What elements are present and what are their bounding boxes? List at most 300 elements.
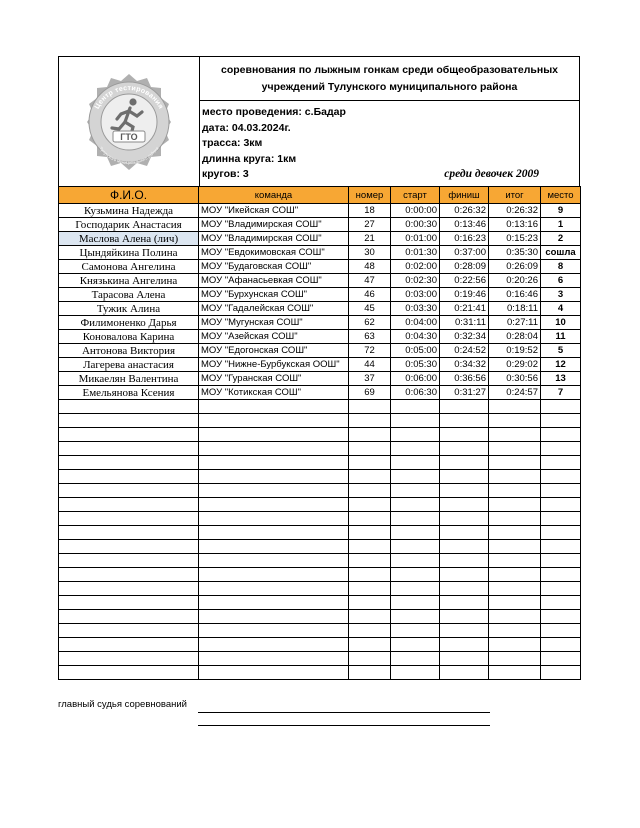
empty-cell [391,428,440,442]
empty-cell [440,540,489,554]
empty-cell [59,498,199,512]
empty-table-row [59,512,581,526]
table-row [59,288,581,302]
cell-finish: 0:34:32 [440,358,489,372]
empty-cell [59,470,199,484]
empty-cell [440,568,489,582]
empty-cell [391,568,440,582]
empty-cell [541,610,581,624]
column-header-start: старт [391,187,440,204]
empty-cell [199,610,349,624]
table-row [59,232,581,246]
cell-team: МОУ "Евдокимовская СОШ" [199,246,349,260]
empty-cell [59,554,199,568]
table-row [59,330,581,344]
table-row [59,372,581,386]
empty-cell [541,456,581,470]
cell-start: 0:02:00 [391,260,440,274]
cell-finish: 0:36:56 [440,372,489,386]
empty-cell [440,498,489,512]
empty-cell [59,540,199,554]
cell-place: 9 [541,204,581,218]
cell-result: 0:27:11 [489,316,541,330]
empty-cell [199,624,349,638]
cell-number: 63 [349,330,391,344]
empty-cell [349,624,391,638]
empty-cell [541,498,581,512]
cell-finish: 0:31:27 [440,386,489,400]
cell-finish: 0:37:00 [440,246,489,260]
empty-table-row [59,526,581,540]
empty-cell [349,414,391,428]
column-header-result: итог [489,187,541,204]
empty-cell [440,666,489,680]
empty-cell [440,554,489,568]
empty-cell [440,414,489,428]
empty-cell [59,610,199,624]
cell-finish: 0:22:56 [440,274,489,288]
empty-table-row [59,428,581,442]
cell-result: 0:15:23 [489,232,541,246]
cell-name: Антонова Виктория [59,344,199,358]
gto-logo [79,72,179,172]
cell-number: 18 [349,204,391,218]
lap-length-text: длинна круга: 1км [202,152,297,165]
table-row [59,218,581,232]
column-header-name: Ф.И.О. [59,187,199,204]
sheet-header [58,56,580,186]
cell-place: 11 [541,330,581,344]
logo-ring-bottom-text: Тулунского муниципального района [98,145,160,165]
cell-start: 0:06:30 [391,386,440,400]
cell-name: Филимоненко Дарья [59,316,199,330]
empty-table-row [59,470,581,484]
cell-finish: 0:26:32 [440,204,489,218]
cell-name: Господарик Анастасия [59,218,199,232]
cell-start: 0:00:30 [391,218,440,232]
empty-cell [440,526,489,540]
empty-cell [541,638,581,652]
empty-cell [489,512,541,526]
cell-team: МОУ "Будаговская СОШ" [199,260,349,274]
cell-name: Кузьмина Надежда [59,204,199,218]
empty-cell [391,400,440,414]
signature-line-2 [198,725,490,726]
cell-place: 10 [541,316,581,330]
empty-cell [349,456,391,470]
results-sheet [58,56,580,680]
empty-cell [489,638,541,652]
cell-number: 37 [349,372,391,386]
cell-place: сошла [541,246,581,260]
cell-result: 0:18:11 [489,302,541,316]
cell-result: 0:35:30 [489,246,541,260]
empty-cell [440,512,489,526]
cell-name: Цындяйкина Полина [59,246,199,260]
empty-cell [541,540,581,554]
cell-number: 30 [349,246,391,260]
empty-table-row [59,652,581,666]
cell-team: МОУ "Нижне-Бурбукская ООШ" [199,358,349,372]
empty-cell [391,512,440,526]
empty-cell [489,498,541,512]
empty-cell [349,498,391,512]
empty-cell [59,428,199,442]
empty-cell [541,526,581,540]
cell-number: 44 [349,358,391,372]
cell-name: Тарасова Алена [59,288,199,302]
table-row [59,386,581,400]
empty-cell [391,596,440,610]
empty-cell [199,666,349,680]
table-header-row [59,187,581,204]
empty-table-row [59,624,581,638]
cell-finish: 0:31:11 [440,316,489,330]
cell-place: 1 [541,218,581,232]
empty-cell [440,456,489,470]
cell-result: 0:30:56 [489,372,541,386]
empty-cell [489,526,541,540]
cell-number: 47 [349,274,391,288]
cell-start: 0:06:00 [391,372,440,386]
empty-cell [489,666,541,680]
cell-team: МОУ "Владимирская СОШ" [199,232,349,246]
cell-place: 6 [541,274,581,288]
empty-cell [59,596,199,610]
empty-cell [59,414,199,428]
empty-cell [489,652,541,666]
cell-place: 8 [541,260,581,274]
competition-info [200,57,579,186]
cell-start: 0:03:00 [391,288,440,302]
empty-cell [489,554,541,568]
empty-cell [199,414,349,428]
empty-cell [349,428,391,442]
empty-cell [391,652,440,666]
empty-cell [391,582,440,596]
cell-start: 0:04:30 [391,330,440,344]
empty-cell [349,554,391,568]
logo-cell [59,57,200,186]
empty-cell [349,582,391,596]
empty-cell [349,638,391,652]
venue-text: место проведения: с.Бадар [202,106,346,118]
table-row [59,358,581,372]
empty-cell [391,610,440,624]
empty-cell [349,540,391,554]
cell-start: 0:05:30 [391,358,440,372]
empty-table-row [59,498,581,512]
empty-cell [440,470,489,484]
empty-cell [440,484,489,498]
cell-team: МОУ "Афанасьевкая СОШ" [199,274,349,288]
cell-start: 0:01:30 [391,246,440,260]
title-line-2: учреждений Тулунского муниципального района [261,80,518,93]
cell-number: 27 [349,218,391,232]
cell-result: 0:24:57 [489,386,541,400]
empty-cell [391,540,440,554]
empty-table-row [59,638,581,652]
cell-number: 72 [349,344,391,358]
empty-cell [199,554,349,568]
column-header-place: место [541,187,581,204]
cell-finish: 0:19:46 [440,288,489,302]
empty-cell [199,512,349,526]
cell-name: Тужик Алина [59,302,199,316]
empty-cell [440,596,489,610]
empty-cell [489,414,541,428]
empty-cell [541,512,581,526]
column-header-team: команда [199,187,349,204]
cell-result: 0:28:04 [489,330,541,344]
table-row [59,302,581,316]
empty-table-row [59,568,581,582]
empty-cell [489,582,541,596]
cell-name: Лагерева анастасия [59,358,199,372]
empty-cell [199,596,349,610]
table-row [59,344,581,358]
empty-cell [349,526,391,540]
empty-cell [489,428,541,442]
cell-result: 0:19:52 [489,344,541,358]
empty-cell [349,610,391,624]
logo-ring-top-text: Центр тестирования [93,84,165,110]
empty-cell [391,624,440,638]
cell-number: 21 [349,232,391,246]
table-row [59,204,581,218]
cell-result: 0:26:32 [489,204,541,218]
cell-place: 12 [541,358,581,372]
empty-cell [541,596,581,610]
empty-table-row [59,456,581,470]
empty-cell [59,666,199,680]
logo-badge-text: ГТО [120,131,138,142]
date-text: дата: 04.03.2024г. [202,121,291,134]
empty-cell [489,470,541,484]
empty-cell [349,470,391,484]
empty-cell [541,400,581,414]
cell-number: 62 [349,316,391,330]
empty-cell [349,442,391,456]
empty-cell [391,666,440,680]
cell-place: 5 [541,344,581,358]
cell-name: Емельянова Ксения [59,386,199,400]
empty-cell [391,470,440,484]
empty-cell [391,498,440,512]
cell-team: МОУ "Владимирская СОШ" [199,218,349,232]
empty-cell [541,428,581,442]
empty-cell [59,442,199,456]
cell-name: Князькина Ангелина [59,274,199,288]
empty-table-row [59,554,581,568]
empty-cell [199,428,349,442]
empty-cell [541,652,581,666]
empty-cell [541,414,581,428]
empty-table-row [59,582,581,596]
empty-cell [349,596,391,610]
cell-finish: 0:13:46 [440,218,489,232]
cell-start: 0:02:30 [391,274,440,288]
competition-title [200,57,579,101]
cell-start: 0:05:00 [391,344,440,358]
table-row [59,246,581,260]
column-header-number: номер [349,187,391,204]
empty-cell [199,498,349,512]
cell-team: МОУ "Бурхунская СОШ" [199,288,349,302]
empty-table-row [59,400,581,414]
empty-table-row [59,442,581,456]
empty-cell [489,540,541,554]
empty-cell [59,400,199,414]
cell-start: 0:01:00 [391,232,440,246]
cell-name: Микаелян Валентина [59,372,199,386]
empty-cell [440,610,489,624]
empty-cell [541,582,581,596]
empty-cell [541,624,581,638]
empty-table-row [59,666,581,680]
empty-cell [199,470,349,484]
empty-cell [199,540,349,554]
empty-cell [199,526,349,540]
empty-cell [59,456,199,470]
cell-start: 0:04:00 [391,316,440,330]
empty-cell [391,414,440,428]
empty-cell [541,470,581,484]
empty-cell [391,456,440,470]
cell-name: Коновалова Карина [59,330,199,344]
group-label: среди девочек 2009 [444,167,539,180]
cell-number: 45 [349,302,391,316]
empty-cell [489,568,541,582]
cell-finish: 0:24:52 [440,344,489,358]
empty-cell [59,624,199,638]
empty-cell [440,652,489,666]
empty-cell [199,652,349,666]
empty-cell [489,610,541,624]
empty-cell [199,484,349,498]
cell-start: 0:00:00 [391,204,440,218]
cell-result: 0:26:09 [489,260,541,274]
cell-finish: 0:32:34 [440,330,489,344]
empty-cell [199,442,349,456]
empty-cell [541,568,581,582]
empty-cell [489,596,541,610]
cell-number: 69 [349,386,391,400]
cell-team: МОУ "Котикская СОШ" [199,386,349,400]
cell-finish: 0:28:09 [440,260,489,274]
empty-cell [391,638,440,652]
results-table [58,186,581,680]
cell-place: 3 [541,288,581,302]
title-line-1: соревнования по лыжным гонкам среди общеобразовательных [220,63,559,76]
cell-result: 0:20:26 [489,274,541,288]
empty-cell [349,400,391,414]
track-text: трасса: 3км [202,137,263,149]
cell-team: МОУ "Гадалейская СОШ" [199,302,349,316]
chief-judge-label: главный судья соревнований [58,699,187,710]
empty-cell [391,484,440,498]
cell-place: 2 [541,232,581,246]
empty-cell [489,624,541,638]
cell-place: 7 [541,386,581,400]
cell-result: 0:16:46 [489,288,541,302]
empty-cell [541,484,581,498]
empty-table-row [59,414,581,428]
empty-cell [489,484,541,498]
empty-cell [59,652,199,666]
cell-place: 13 [541,372,581,386]
empty-table-row [59,484,581,498]
cell-team: МОУ "Азейская СОШ" [199,330,349,344]
empty-table-row [59,596,581,610]
table-row [59,260,581,274]
cell-number: 46 [349,288,391,302]
empty-cell [59,582,199,596]
cell-result: 0:13:16 [489,218,541,232]
cell-team: МОУ "Икейская СОШ" [199,204,349,218]
cell-team: МОУ "Мугунская СОШ" [199,316,349,330]
empty-cell [59,568,199,582]
empty-cell [391,526,440,540]
competition-details [200,101,579,186]
cell-start: 0:03:30 [391,302,440,316]
cell-team: МОУ "Гуранская СОШ" [199,372,349,386]
cell-finish: 0:16:23 [440,232,489,246]
cell-place: 4 [541,302,581,316]
empty-cell [391,554,440,568]
empty-cell [199,456,349,470]
empty-cell [489,400,541,414]
empty-cell [541,442,581,456]
empty-cell [440,624,489,638]
empty-cell [199,582,349,596]
empty-cell [349,652,391,666]
empty-cell [440,400,489,414]
empty-cell [541,666,581,680]
empty-cell [199,638,349,652]
empty-cell [349,666,391,680]
table-row [59,316,581,330]
empty-cell [349,512,391,526]
results-body [59,204,581,680]
column-header-finish: финиш [440,187,489,204]
empty-cell [440,638,489,652]
empty-cell [349,568,391,582]
empty-cell [440,442,489,456]
laps-text: кругов: 3 [202,168,249,180]
empty-cell [59,484,199,498]
empty-cell [59,638,199,652]
cell-name: Самонова Ангелина [59,260,199,274]
cell-team: МОУ "Едогонская СОШ" [199,344,349,358]
empty-table-row [59,540,581,554]
empty-cell [59,512,199,526]
empty-cell [199,568,349,582]
empty-cell [199,400,349,414]
cell-name: Маслова Алена (лич) [59,232,199,246]
empty-cell [59,526,199,540]
empty-cell [489,442,541,456]
cell-finish: 0:21:41 [440,302,489,316]
empty-cell [440,428,489,442]
empty-cell [440,582,489,596]
empty-cell [349,484,391,498]
cell-result: 0:29:02 [489,358,541,372]
signature-line [198,712,490,713]
empty-cell [541,554,581,568]
empty-cell [391,442,440,456]
cell-number: 48 [349,260,391,274]
